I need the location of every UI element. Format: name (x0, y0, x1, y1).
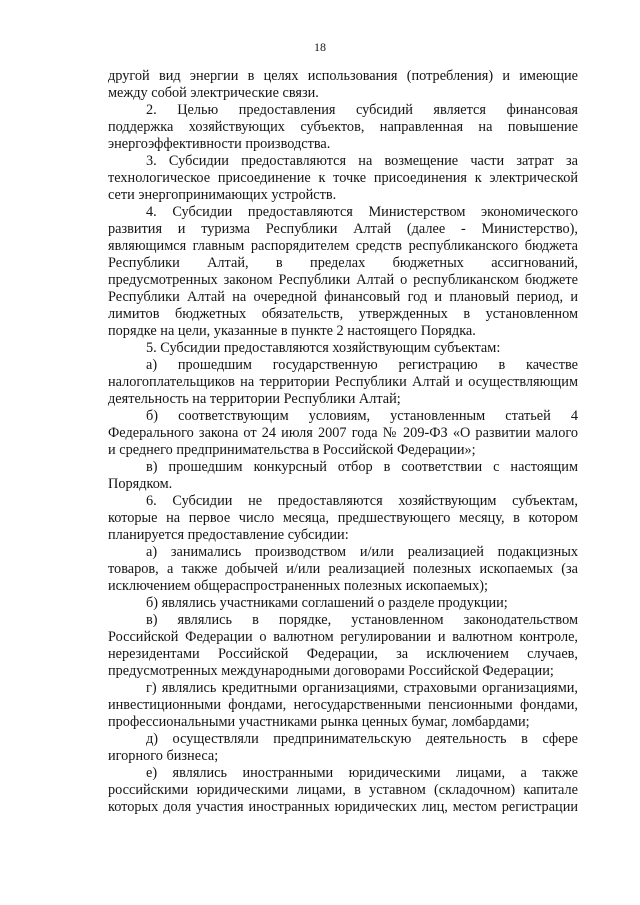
text-line: 2. Целью предоставления субсидий является финансовая (146, 102, 578, 118)
text-line: лимитов бюджетных обязательств, утвержденных в установленном (108, 306, 578, 322)
text-line: профессиональными участниками рынка ценных бумаг, ломбардами; (108, 714, 530, 730)
text-line: 3. Субсидии предоставляются на возмещение части затрат за (146, 153, 578, 169)
text-line: б) соответствующим условиям, установленным статьей 4 (146, 408, 578, 424)
text-line: товаров, а также добычей и/или реализацией полезных ископаемых (за (108, 561, 578, 577)
text-line: предусмотренных законом Республики Алтай о республиканском бюджете (108, 272, 578, 288)
text-line: развития и туризма Республики Алтай (далее - Министерство), (108, 221, 578, 237)
text-line: исключением общераспространенных полезных ископаемых); (108, 578, 488, 594)
text-line: которых доля участия иностранных юридических лиц, местом регистрации (108, 799, 578, 815)
text-line: г) являлись кредитными организациями, страховыми организациями, (146, 680, 578, 696)
text-line: другой вид энергии в целях использования (потребления) и имеющие (108, 68, 578, 84)
text-line: предусмотренных международными договорами Российской Федерации; (108, 663, 554, 679)
text-line: 6. Субсидии не предоставляются хозяйствующим субъектам, (146, 493, 578, 509)
text-line: технологическое присоединение к точке присоединения к электрической (108, 170, 578, 186)
text-line: а) занимались производством и/или реализацией подакцизных (146, 544, 578, 560)
text-line: в) прошедшим конкурсный отбор в соответствии с настоящим (146, 459, 578, 475)
text-line: энергоэффективности производства. (108, 136, 331, 152)
text-line: сети энергопринимающих устройств. (108, 187, 337, 203)
text-line: российскими юридическими лицами, в уставном (складочном) капитале (108, 782, 578, 798)
text-line: 4. Субсидии предоставляются Министерством экономического (146, 204, 578, 220)
text-line: являющимся главным распорядителем средств республиканского бюджета (108, 238, 578, 254)
text-line: Республики Алтай на очередной финансовый год и плановый период, и (108, 289, 578, 305)
text-line: Республики Алтай, в пределах бюджетных ассигнований, (108, 255, 578, 271)
text-line: инвестиционными фондами, негосударственными пенсионными фондами, (108, 697, 578, 713)
text-line: 5. Субсидии предоставляются хозяйствующим субъектам: (146, 340, 501, 356)
text-line: Федерального закона от 24 июля 2007 года № 209-ФЗ «О развитии малого (108, 425, 578, 441)
text-line: в) являлись в порядке, установленном законодательством (146, 612, 578, 628)
text-line: которые на первое число месяца, предшествующего месяцу, в котором (108, 510, 578, 526)
text-line: деятельность на территории Республики Алтай; (108, 391, 401, 407)
text-line: между собой электрические связи. (108, 85, 319, 101)
text-line: Порядком. (108, 476, 173, 492)
text-line: планируется предоставление субсидии: (108, 527, 349, 543)
text-line: д) осуществляли предпринимательскую деятельность в сфере (146, 731, 578, 747)
text-line: нерезидентами Российской Федерации, за исключением случаев, (108, 646, 578, 662)
text-line: и среднего предпринимательства в Российской Федерации»; (108, 442, 476, 458)
text-line: е) являлись иностранными юридическими лицами, а также (146, 765, 578, 781)
text-line: а) прошедшим государственную регистрацию в качестве (146, 357, 578, 373)
text-line: поддержка хозяйствующих субъектов, направленная на повышение (108, 119, 578, 135)
body-text (108, 68, 578, 816)
page-number: 18 (314, 40, 326, 54)
text-line: порядке на цели, указанные в пункте 2 настоящего Порядка. (108, 323, 476, 339)
text-line: б) являлись участниками соглашений о разделе продукции; (146, 595, 508, 611)
text-line: Российской Федерации о валютном регулировании и валютном контроле, (108, 629, 578, 645)
text-line: игорного бизнеса; (108, 748, 219, 764)
text-line: налогоплательщиков на территории Республики Алтай и осуществляющим (108, 374, 578, 390)
